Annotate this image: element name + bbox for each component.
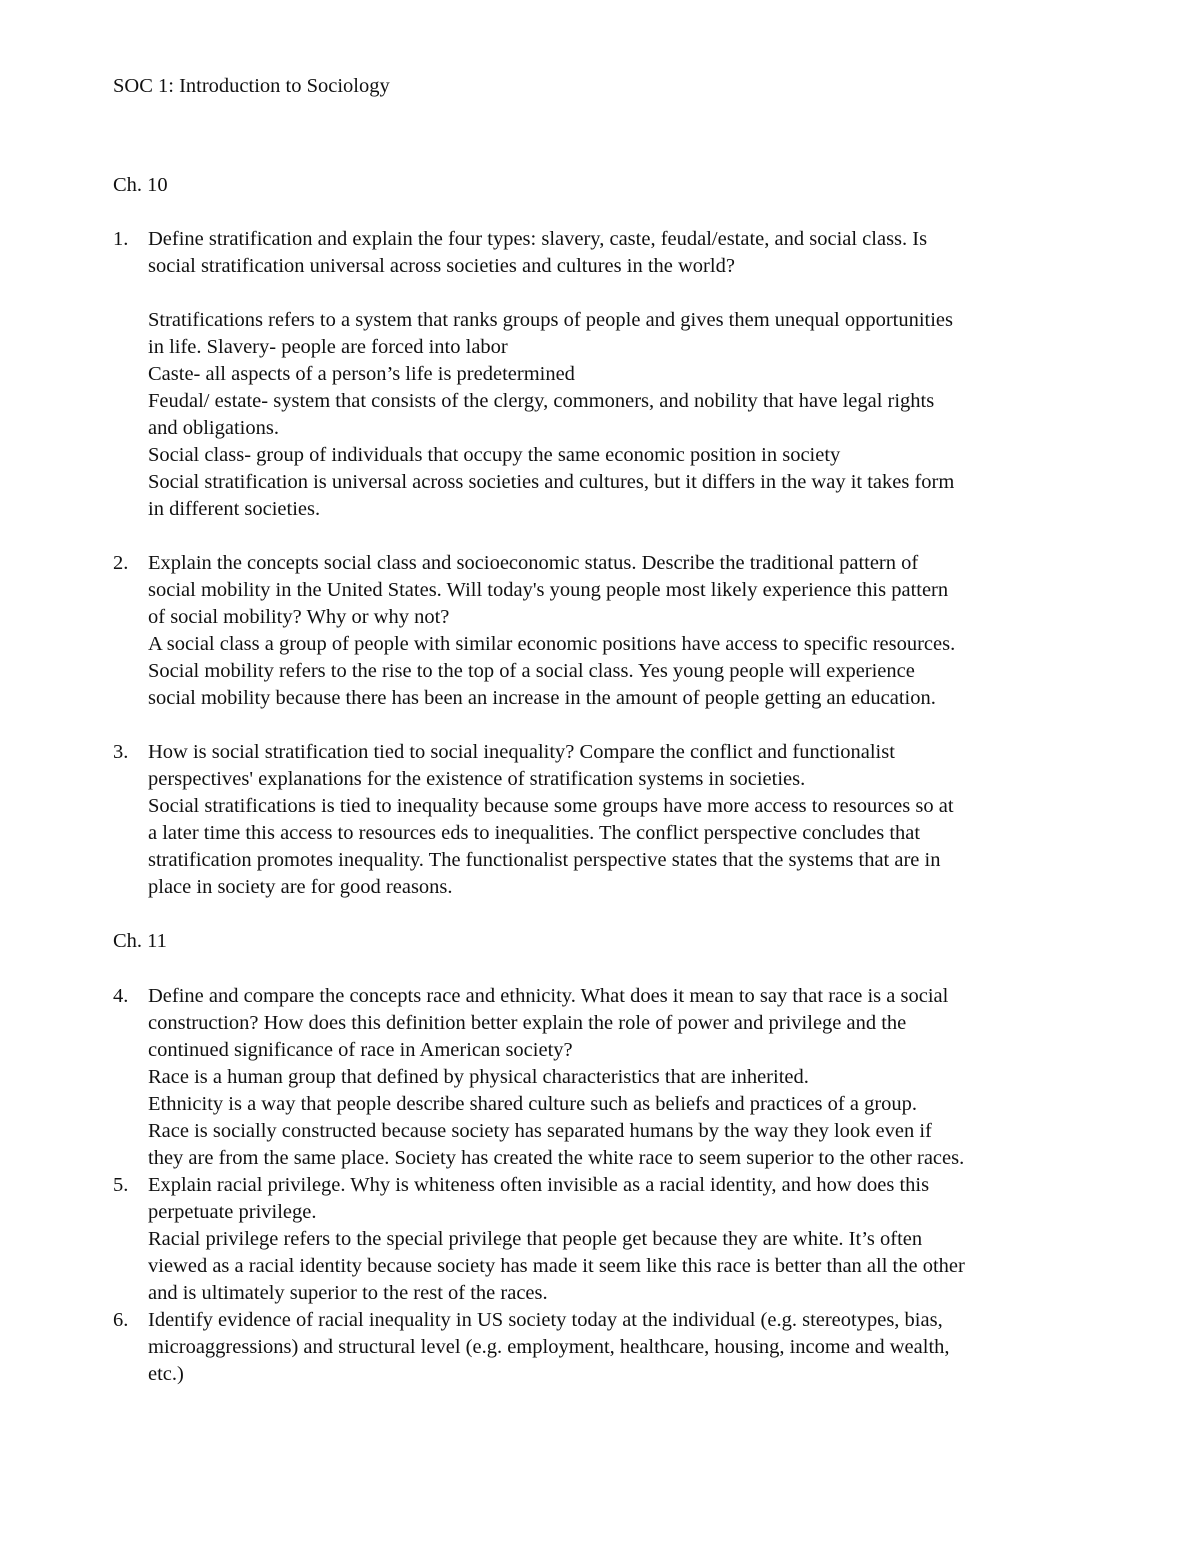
- question-text: construction? How does this definition better explain the role of power and privilege and the: [148, 1012, 907, 1034]
- question-text: of social mobility? Why or why not?: [148, 606, 450, 628]
- question-number: 2.: [113, 552, 129, 574]
- question-number: 1.: [113, 228, 129, 250]
- answer-text: Feudal/ estate- system that consists of the clergy, commoners, and nobility that have legal rights: [148, 390, 935, 412]
- question-text: Explain the concepts social class and socioeconomic status. Describe the traditional pattern of: [148, 552, 919, 574]
- question-item: [113, 1307, 1093, 1388]
- question-text: How is social stratification tied to social inequality? Compare the conflict and functionalist: [148, 741, 895, 763]
- question-number: 5.: [113, 1174, 129, 1196]
- question-item: [113, 983, 1093, 1172]
- answer-text: Caste- all aspects of a person’s life is predetermined: [148, 363, 575, 385]
- answer-text: and is ultimately superior to the rest of the races.: [148, 1282, 548, 1304]
- answer-text: Racial privilege refers to the special privilege that people get because they are white. It’s often: [148, 1228, 923, 1250]
- answer-text: in life. Slavery- people are forced into labor: [148, 336, 508, 358]
- answer-text: Stratifications refers to a system that ranks groups of people and gives them unequal opportunities: [148, 309, 954, 331]
- answer-text: a later time this access to resources eds to inequalities. The conflict perspective concludes that: [148, 822, 921, 844]
- answer-text: social mobility because there has been an increase in the amount of people getting an education.: [148, 687, 936, 709]
- question-number: 4.: [113, 985, 129, 1007]
- question-body: [148, 550, 1093, 712]
- question-text: etc.): [148, 1363, 184, 1385]
- question-body: [148, 1172, 1093, 1307]
- answer-text: Race is socially constructed because society has separated humans by the way they look even if: [148, 1120, 932, 1142]
- question-text: continued significance of race in American society?: [148, 1039, 573, 1061]
- question-text: social stratification universal across societies and cultures in the world?: [148, 255, 735, 277]
- question-item: [113, 550, 1093, 712]
- question-text: Define and compare the concepts race and ethnicity. What does it mean to say that race is a social: [148, 985, 949, 1007]
- question-text: Define stratification and explain the four types: slavery, caste, feudal/estate, and social class. Is: [148, 228, 928, 250]
- question-body: [148, 226, 1093, 523]
- answer-text: place in society are for good reasons.: [148, 876, 453, 898]
- question-item: [113, 739, 1093, 901]
- question-text: social mobility in the United States. Will today's young people most likely experience this pattern: [148, 579, 949, 601]
- question-number: 6.: [113, 1309, 129, 1331]
- question-text: Explain racial privilege. Why is whiteness often invisible as a racial identity, and how does this: [148, 1174, 930, 1196]
- answer-text: stratification promotes inequality. The functionalist perspective states that the systems that are in: [148, 849, 941, 871]
- question-item: [113, 1172, 1093, 1307]
- document-title: SOC 1: Introduction to Sociology: [113, 75, 390, 97]
- answer-text: Social mobility refers to the rise to the top of a social class. Yes young people will experience: [148, 660, 915, 682]
- question-number: 3.: [113, 741, 129, 763]
- answer-text: viewed as a racial identity because society has made it seem like this race is better than all the other: [148, 1255, 965, 1277]
- chapter-heading: Ch. 11: [113, 930, 167, 952]
- answer-text: and obligations.: [148, 417, 279, 439]
- answer-text: Ethnicity is a way that people describe shared culture such as beliefs and practices of a group.: [148, 1093, 918, 1115]
- answer-text: in different societies.: [148, 498, 321, 520]
- question-text: perpetuate privilege.: [148, 1201, 317, 1223]
- answer-text: Social stratifications is tied to inequality because some groups have more access to resources so at: [148, 795, 954, 817]
- question-text: microaggressions) and structural level (e.g. employment, healthcare, housing, income and wealth,: [148, 1336, 950, 1358]
- question-body: [148, 1307, 1093, 1388]
- question-item: [113, 226, 1093, 523]
- question-body: [148, 739, 1093, 901]
- question-text: Identify evidence of racial inequality in US society today at the individual (e.g. stereotypes, bias,: [148, 1309, 943, 1331]
- answer-text: Race is a human group that defined by physical characteristics that are inherited.: [148, 1066, 809, 1088]
- chapter-heading: Ch. 10: [113, 174, 168, 196]
- question-text: perspectives' explanations for the existence of stratification systems in societies.: [148, 768, 806, 790]
- answer-text: Social stratification is universal across societies and cultures, but it differs in the way it takes form: [148, 471, 955, 493]
- answer-text: Social class- group of individuals that occupy the same economic position in society: [148, 444, 841, 466]
- question-body: [148, 983, 1093, 1172]
- answer-text: they are from the same place. Society has created the white race to seem superior to the other races.: [148, 1147, 965, 1169]
- answer-text: A social class a group of people with similar economic positions have access to specific resources.: [148, 633, 956, 655]
